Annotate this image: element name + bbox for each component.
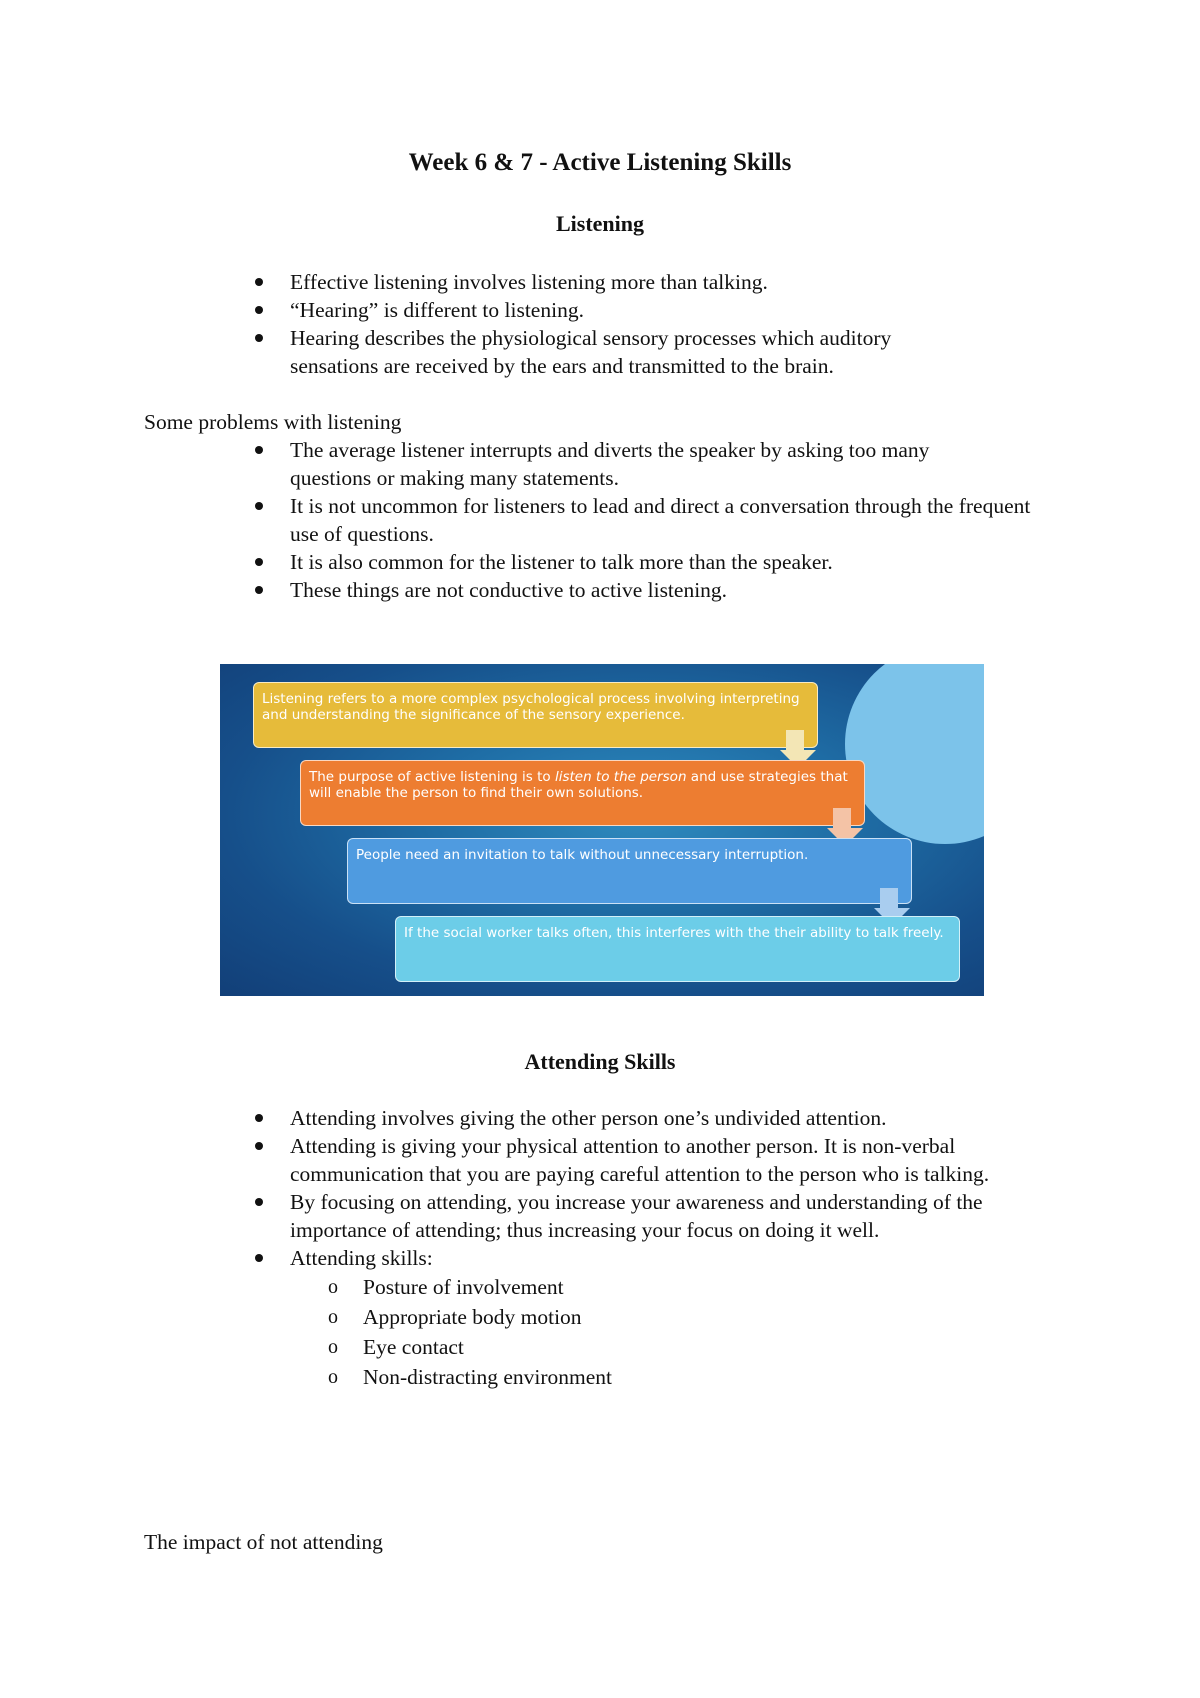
sub-list-item: o Eye contact [0, 1332, 1100, 1362]
list-item: It is not uncommon for listeners to lead and direct a conversation through the frequent use of questions. [0, 492, 1050, 548]
box2-emphasis: listen to the person [554, 769, 687, 785]
list-item: Effective listening involves listening more than talking. [0, 268, 1100, 296]
list-item: These things are not conductive to active listening. [0, 576, 1100, 604]
figure-box-talks-often: If the social worker talks often, this interferes with the their ability to talk freely. [395, 916, 960, 982]
figure-box-invitation: People need an invitation to talk without unnecessary interruption. [347, 838, 912, 904]
list-item: Hearing describes the physiological sensory processes which auditory sensations are received by the ears and transmitted to the brain. [0, 324, 980, 380]
attending-bullet-list [0, 1104, 1100, 1392]
list-item-label: Attending skills: [290, 1246, 433, 1270]
page-title: Week 6 & 7 - Active Listening Skills [408, 149, 792, 176]
box2-text: The purpose of active listening is to [309, 769, 555, 785]
list-item: Attending is giving your physical attention to another person. It is non-verbal communication that you are paying careful attention to the person who is talking. [0, 1132, 1060, 1188]
figure-box-listening-definition: Listening refers to a more complex psychological process involving interpreting and understanding the significance of the sensory experience. [253, 682, 818, 748]
list-item: The average listener interrupts and diverts the speaker by asking too many questions or making many statements. [0, 436, 1010, 492]
box2-text-end: and use strategies that will enable the person to find their own solutions. [309, 769, 848, 801]
problems-bullet-list [0, 436, 1100, 604]
listening-process-figure [220, 664, 984, 996]
list-item: Attending involves giving the other person one’s undivided attention. [0, 1104, 1100, 1132]
decorative-circle [845, 664, 984, 844]
attending-heading: Attending Skills [524, 1049, 676, 1074]
listening-bullet-list [0, 268, 1100, 380]
impact-heading: The impact of not attending [144, 1530, 383, 1554]
attending-skills-sublist [290, 1272, 1100, 1392]
sub-list-item: o Posture of involvement [0, 1272, 1100, 1302]
list-item: By focusing on attending, you increase your awareness and understanding of the importance of attending; thus increasing your focus on doing it well. [0, 1188, 1060, 1244]
sub-list-item: o Non-distracting environment [0, 1362, 1100, 1392]
list-item: It is also common for the listener to talk more than the speaker. [0, 548, 1100, 576]
list-item: “Hearing” is different to listening. [0, 296, 1100, 324]
listening-heading: Listening [555, 211, 645, 236]
list-item [0, 1244, 1100, 1392]
problems-intro: Some problems with listening [144, 410, 402, 434]
figure-box-purpose [300, 760, 865, 826]
sub-list-item: o Appropriate body motion [0, 1302, 1100, 1332]
